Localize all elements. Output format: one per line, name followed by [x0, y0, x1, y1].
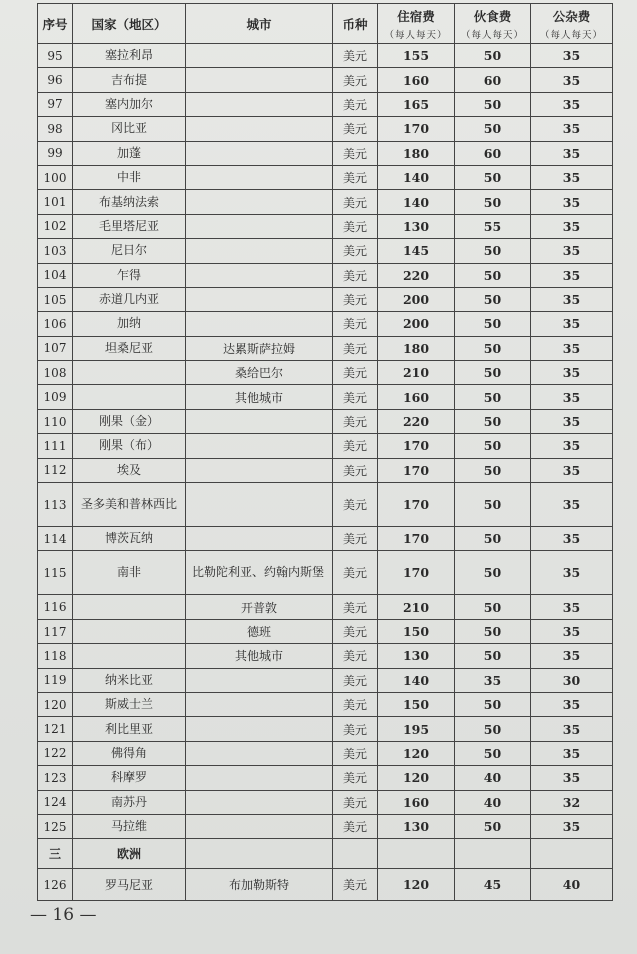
section-empty-cell [186, 839, 333, 869]
row-lodging: 170 [378, 434, 455, 458]
table-row [38, 165, 613, 189]
row-lodging: 210 [378, 595, 455, 619]
row-lodging: 120 [378, 741, 455, 765]
row-seq: 99 [38, 141, 73, 165]
row-food: 50 [455, 44, 531, 68]
row-city: 开普敦 [186, 595, 333, 619]
row-lodging: 120 [378, 869, 455, 901]
row-currency: 美元 [333, 692, 378, 716]
row-lodging: 145 [378, 239, 455, 263]
row-misc: 35 [531, 434, 613, 458]
row-seq: 115 [38, 551, 73, 595]
row-currency: 美元 [333, 287, 378, 311]
row-city [186, 741, 333, 765]
table-row [38, 766, 613, 790]
row-misc: 35 [531, 644, 613, 668]
table-row [38, 551, 613, 595]
row-city: 布加勒斯特 [186, 869, 333, 901]
row-country [73, 644, 186, 668]
row-misc: 40 [531, 869, 613, 901]
row-city [186, 44, 333, 68]
row-misc: 30 [531, 668, 613, 692]
row-lodging: 160 [378, 790, 455, 814]
row-currency: 美元 [333, 717, 378, 741]
header-currency: 币种 [333, 4, 378, 44]
header-country: 国家（地区） [73, 4, 186, 44]
row-seq: 113 [38, 483, 73, 527]
row-currency: 美元 [333, 361, 378, 385]
row-misc: 35 [531, 214, 613, 238]
row-country: 冈比亚 [73, 117, 186, 141]
row-food: 50 [455, 263, 531, 287]
row-seq: 102 [38, 214, 73, 238]
row-food: 50 [455, 190, 531, 214]
row-currency: 美元 [333, 336, 378, 360]
row-currency: 美元 [333, 409, 378, 433]
row-misc: 35 [531, 741, 613, 765]
row-currency: 美元 [333, 668, 378, 692]
row-misc: 35 [531, 458, 613, 482]
row-food: 50 [455, 312, 531, 336]
row-seq: 105 [38, 287, 73, 311]
row-seq: 95 [38, 44, 73, 68]
row-seq: 109 [38, 385, 73, 409]
table-row [38, 458, 613, 482]
row-food: 60 [455, 141, 531, 165]
row-food: 50 [455, 692, 531, 716]
table-row [38, 668, 613, 692]
row-city [186, 692, 333, 716]
row-food: 50 [455, 409, 531, 433]
row-misc: 35 [531, 385, 613, 409]
row-misc: 35 [531, 595, 613, 619]
row-lodging: 155 [378, 44, 455, 68]
row-city: 其他城市 [186, 385, 333, 409]
row-currency: 美元 [333, 741, 378, 765]
row-seq: 108 [38, 361, 73, 385]
row-currency: 美元 [333, 263, 378, 287]
section-empty-cell [455, 839, 531, 869]
row-food: 50 [455, 814, 531, 838]
row-food: 55 [455, 214, 531, 238]
row-food: 50 [455, 385, 531, 409]
row-seq: 124 [38, 790, 73, 814]
row-country: 南苏丹 [73, 790, 186, 814]
row-currency: 美元 [333, 141, 378, 165]
row-country: 圣多美和普林西比 [73, 483, 186, 527]
row-currency: 美元 [333, 190, 378, 214]
row-lodging: 130 [378, 814, 455, 838]
section-empty-cell [531, 839, 613, 869]
row-lodging: 170 [378, 458, 455, 482]
row-misc: 35 [531, 336, 613, 360]
table-row [38, 595, 613, 619]
row-city [186, 190, 333, 214]
row-seq: 96 [38, 68, 73, 92]
row-currency: 美元 [333, 458, 378, 482]
row-misc: 32 [531, 790, 613, 814]
row-country: 罗马尼亚 [73, 869, 186, 901]
row-misc: 35 [531, 263, 613, 287]
table-row [38, 312, 613, 336]
table-row [38, 190, 613, 214]
row-city [186, 117, 333, 141]
row-country: 佛得角 [73, 741, 186, 765]
row-country: 乍得 [73, 263, 186, 287]
row-food: 60 [455, 68, 531, 92]
row-lodging: 150 [378, 692, 455, 716]
row-country: 斯威士兰 [73, 692, 186, 716]
row-country: 埃及 [73, 458, 186, 482]
row-lodging: 150 [378, 619, 455, 643]
row-seq: 117 [38, 619, 73, 643]
section-seq: 三 [38, 839, 73, 869]
header-misc [531, 4, 613, 44]
expense-standard-table [37, 3, 613, 901]
table-row [38, 741, 613, 765]
row-country: 塞拉利昂 [73, 44, 186, 68]
row-city [186, 68, 333, 92]
header-city: 城市 [186, 4, 333, 44]
row-country: 塞内加尔 [73, 92, 186, 116]
row-misc: 35 [531, 551, 613, 595]
section-name: 欧洲 [73, 839, 186, 869]
row-misc: 35 [531, 68, 613, 92]
row-misc: 35 [531, 527, 613, 551]
row-misc: 35 [531, 409, 613, 433]
row-currency: 美元 [333, 44, 378, 68]
row-seq: 122 [38, 741, 73, 765]
row-city [186, 214, 333, 238]
row-city [186, 263, 333, 287]
row-currency: 美元 [333, 595, 378, 619]
row-lodging: 170 [378, 483, 455, 527]
row-seq: 97 [38, 92, 73, 116]
row-city [186, 668, 333, 692]
header-misc-unit: （每人每天） [539, 29, 603, 41]
table-row [38, 385, 613, 409]
row-country: 吉布提 [73, 68, 186, 92]
row-lodging: 195 [378, 717, 455, 741]
row-city [186, 312, 333, 336]
table-row [38, 336, 613, 360]
row-currency: 美元 [333, 239, 378, 263]
section-row [38, 839, 613, 869]
row-city: 德班 [186, 619, 333, 643]
table-row [38, 361, 613, 385]
row-country: 中非 [73, 165, 186, 189]
table-row [38, 619, 613, 643]
row-food: 50 [455, 595, 531, 619]
row-city [186, 92, 333, 116]
row-food: 35 [455, 668, 531, 692]
row-city [186, 483, 333, 527]
row-country: 南非 [73, 551, 186, 595]
row-misc: 35 [531, 165, 613, 189]
row-misc: 35 [531, 287, 613, 311]
table-row [38, 814, 613, 838]
row-food: 50 [455, 619, 531, 643]
row-country: 加蓬 [73, 141, 186, 165]
header-lodging-unit: （每人每天） [384, 29, 448, 41]
row-country: 利比里亚 [73, 717, 186, 741]
row-lodging: 220 [378, 409, 455, 433]
header-seq: 序号 [38, 4, 73, 44]
row-lodging: 170 [378, 551, 455, 595]
table-row [38, 44, 613, 68]
row-country: 纳米比亚 [73, 668, 186, 692]
row-food: 50 [455, 117, 531, 141]
row-lodging: 140 [378, 165, 455, 189]
row-food: 50 [455, 434, 531, 458]
row-country: 布基纳法索 [73, 190, 186, 214]
row-country: 尼日尔 [73, 239, 186, 263]
row-lodging: 200 [378, 312, 455, 336]
row-currency: 美元 [333, 619, 378, 643]
table-row [38, 263, 613, 287]
row-seq: 101 [38, 190, 73, 214]
row-seq: 121 [38, 717, 73, 741]
row-seq: 110 [38, 409, 73, 433]
table-row [38, 483, 613, 527]
row-food: 50 [455, 717, 531, 741]
row-currency: 美元 [333, 644, 378, 668]
row-currency: 美元 [333, 814, 378, 838]
row-lodging: 165 [378, 92, 455, 116]
row-lodging: 180 [378, 336, 455, 360]
row-city: 桑给巴尔 [186, 361, 333, 385]
table-row [38, 92, 613, 116]
row-food: 45 [455, 869, 531, 901]
row-seq: 98 [38, 117, 73, 141]
row-lodging: 140 [378, 190, 455, 214]
row-misc: 35 [531, 117, 613, 141]
row-city: 达累斯萨拉姆 [186, 336, 333, 360]
header-food-label: 伙食费 [473, 8, 512, 24]
row-country: 加纳 [73, 312, 186, 336]
row-misc: 35 [531, 92, 613, 116]
row-misc: 35 [531, 766, 613, 790]
row-lodging: 160 [378, 68, 455, 92]
row-currency: 美元 [333, 434, 378, 458]
row-country: 刚果（布） [73, 434, 186, 458]
row-currency: 美元 [333, 165, 378, 189]
header-lodging-label: 住宿费 [397, 8, 435, 24]
row-lodging: 200 [378, 287, 455, 311]
table-row [38, 117, 613, 141]
row-lodging: 160 [378, 385, 455, 409]
row-seq: 116 [38, 595, 73, 619]
row-country: 毛里塔尼亚 [73, 214, 186, 238]
row-currency: 美元 [333, 312, 378, 336]
row-seq: 112 [38, 458, 73, 482]
row-food: 50 [455, 239, 531, 263]
row-city [186, 434, 333, 458]
row-food: 50 [455, 92, 531, 116]
row-country: 博茨瓦纳 [73, 527, 186, 551]
row-misc: 35 [531, 717, 613, 741]
row-food: 50 [455, 527, 531, 551]
row-lodging: 130 [378, 644, 455, 668]
table-row [38, 141, 613, 165]
row-lodging: 180 [378, 141, 455, 165]
table-row [38, 717, 613, 741]
row-currency: 美元 [333, 483, 378, 527]
row-misc: 35 [531, 312, 613, 336]
table-row [38, 527, 613, 551]
row-currency: 美元 [333, 385, 378, 409]
row-lodging: 170 [378, 117, 455, 141]
row-seq: 120 [38, 692, 73, 716]
row-seq: 119 [38, 668, 73, 692]
row-country [73, 385, 186, 409]
page-number: — 16 — [30, 905, 97, 925]
row-lodging: 120 [378, 766, 455, 790]
row-currency: 美元 [333, 68, 378, 92]
row-currency: 美元 [333, 766, 378, 790]
row-misc: 35 [531, 483, 613, 527]
row-city [186, 239, 333, 263]
row-currency: 美元 [333, 551, 378, 595]
row-seq: 118 [38, 644, 73, 668]
row-seq: 100 [38, 165, 73, 189]
header-lodging [378, 4, 455, 44]
row-misc: 35 [531, 619, 613, 643]
row-lodging: 170 [378, 527, 455, 551]
row-food: 50 [455, 644, 531, 668]
row-lodging: 210 [378, 361, 455, 385]
row-seq: 126 [38, 869, 73, 901]
row-city [186, 527, 333, 551]
row-lodging: 140 [378, 668, 455, 692]
row-city [186, 717, 333, 741]
row-food: 50 [455, 741, 531, 765]
table-row [38, 434, 613, 458]
row-misc: 35 [531, 361, 613, 385]
row-seq: 125 [38, 814, 73, 838]
table-row [38, 692, 613, 716]
row-currency: 美元 [333, 790, 378, 814]
row-seq: 103 [38, 239, 73, 263]
header-food-unit: （每人每天） [460, 29, 524, 41]
row-city [186, 409, 333, 433]
row-city [186, 458, 333, 482]
row-lodging: 220 [378, 263, 455, 287]
table-header-row [38, 4, 613, 44]
row-city: 其他城市 [186, 644, 333, 668]
row-food: 50 [455, 287, 531, 311]
row-lodging: 130 [378, 214, 455, 238]
row-food: 50 [455, 165, 531, 189]
row-country [73, 619, 186, 643]
row-country: 刚果（金） [73, 409, 186, 433]
table-row [38, 790, 613, 814]
table-row [38, 239, 613, 263]
row-city: 比勒陀利亚、约翰内斯堡 [186, 551, 333, 595]
row-currency: 美元 [333, 527, 378, 551]
row-misc: 35 [531, 141, 613, 165]
row-currency: 美元 [333, 214, 378, 238]
row-country: 赤道几内亚 [73, 287, 186, 311]
row-food: 50 [455, 458, 531, 482]
row-currency: 美元 [333, 92, 378, 116]
header-misc-label: 公杂费 [552, 8, 591, 24]
row-city [186, 165, 333, 189]
table-row [38, 869, 613, 901]
row-misc: 35 [531, 814, 613, 838]
row-country [73, 361, 186, 385]
row-seq: 104 [38, 263, 73, 287]
row-food: 50 [455, 483, 531, 527]
row-food: 50 [455, 361, 531, 385]
table-row [38, 68, 613, 92]
section-empty-cell [378, 839, 455, 869]
table-row [38, 409, 613, 433]
row-seq: 123 [38, 766, 73, 790]
row-seq: 107 [38, 336, 73, 360]
row-seq: 106 [38, 312, 73, 336]
table-row [38, 287, 613, 311]
row-city [186, 141, 333, 165]
row-food: 40 [455, 766, 531, 790]
row-misc: 35 [531, 190, 613, 214]
row-food: 50 [455, 551, 531, 595]
table-row [38, 644, 613, 668]
row-city [186, 814, 333, 838]
row-misc: 35 [531, 692, 613, 716]
row-food: 50 [455, 336, 531, 360]
row-currency: 美元 [333, 117, 378, 141]
row-city [186, 287, 333, 311]
header-food [455, 4, 531, 44]
table-row [38, 214, 613, 238]
row-country: 马拉维 [73, 814, 186, 838]
row-country: 科摩罗 [73, 766, 186, 790]
row-country [73, 595, 186, 619]
row-currency: 美元 [333, 869, 378, 901]
row-city [186, 790, 333, 814]
row-misc: 35 [531, 44, 613, 68]
row-misc: 35 [531, 239, 613, 263]
row-food: 40 [455, 790, 531, 814]
row-seq: 111 [38, 434, 73, 458]
row-country: 坦桑尼亚 [73, 336, 186, 360]
row-seq: 114 [38, 527, 73, 551]
row-city [186, 766, 333, 790]
section-empty-cell [333, 839, 378, 869]
